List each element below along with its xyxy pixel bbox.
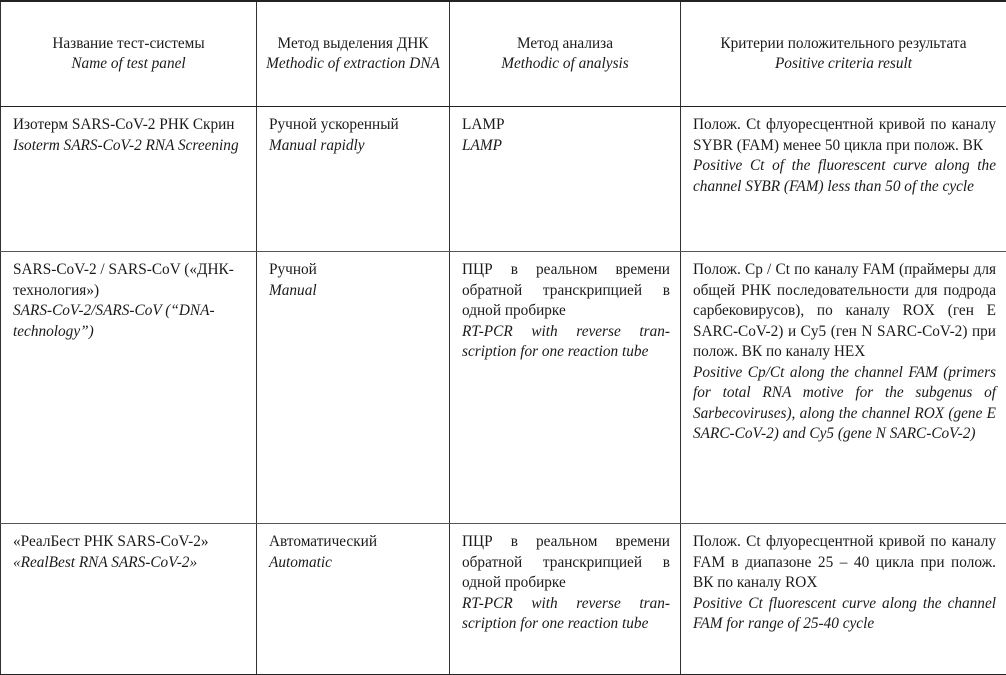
cell-analysis [450,524,681,675]
header-name-en: Name of test panel [9,54,248,75]
cell-extraction [257,252,450,524]
cell-criteria [681,524,1006,675]
table-row [1,252,1006,524]
cell-analysis-en: RT-PCR with reverse transcription for one reaction tube [462,594,670,635]
cell-analysis-ru: ПЦР в реальном времени обратной транскрипцией в одной пробирке [462,260,670,322]
header-extraction-ru: Метод выделения ДНК [265,34,441,55]
table-row [1,107,1006,252]
cell-name [1,107,257,252]
cell-extraction-en: Manual [269,281,439,302]
cell-name-en: «RealBest RNA SARS-CoV-2» [13,553,246,574]
cell-extraction [257,107,450,252]
cell-extraction [257,524,450,675]
header-name [1,1,257,107]
cell-criteria-en: Positive Cp/Ct along the channel FAM (primers for total RNA motive for the subgenus of Sarbecoviruses), along the channel ROX (gene E SARC-CoV-2) and Cy5 (gene N SARC-CoV-2) [693,363,996,445]
cell-criteria-ru: Полож. Ct флуоресцентной кривой по каналу SYBR (FAM) менее 50 цикла при полож. ВК [693,115,996,156]
header-analysis [450,1,681,107]
cell-analysis-ru: ПЦР в реальном времени обратной транскрипцией в одной пробирке [462,532,670,594]
cell-extraction-en: Manual rapidly [269,136,439,157]
cell-analysis-en: LAMP [462,136,670,157]
cell-extraction-en: Automatic [269,553,439,574]
cell-extraction-ru: Ручной [269,260,439,281]
cell-criteria-en: Positive Ct of the fluorescent curve along the channel SYBR (FAM) less than 50 of the cycle [693,156,996,197]
header-analysis-en: Methodic of analysis [458,54,672,75]
cell-analysis-en: RT-PCR with reverse transcription for one reaction tube [462,322,670,363]
cell-name [1,524,257,675]
cell-name [1,252,257,524]
cell-criteria [681,252,1006,524]
cell-extraction-ru: Ручной ускоренный [269,115,439,136]
cell-criteria [681,107,1006,252]
header-criteria [681,1,1006,107]
cell-criteria-en: Positive Ct fluorescent curve along the channel FAM for range of 25-40 cycle [693,594,996,635]
header-name-ru: Название тест-системы [9,34,248,55]
cell-name-ru: «РеалБест РНК SARS-CoV-2» [13,532,246,553]
table-row [1,524,1006,675]
header-criteria-ru: Критерии положительного результата [689,34,998,55]
cell-criteria-ru: Полож. Ct флуоресцентной кривой по каналу FAM в диапазоне 25 – 40 цикла при полож. ВК по каналу ROX [693,532,996,594]
cell-criteria-ru: Полож. Cp / Ct по каналу FAM (праймеры для общей РНК последовательности для подрода сарбековирусов), по каналу ROX (ген E SARC-CoV-2) и Cy5 (ген N SARC-CoV-2) при полож. ВК по каналу HEX [693,260,996,363]
header-extraction [257,1,450,107]
cell-name-ru: Изотерм SARS-CoV-2 РНК Скрин [13,115,246,136]
header-analysis-ru: Метод анализа [458,34,672,55]
cell-analysis [450,107,681,252]
cell-name-ru: SARS-CoV-2 / SARS-CoV («ДНК-технология») [13,260,246,301]
cell-extraction-ru: Автоматический [269,532,439,553]
table-header-row [1,1,1006,107]
cell-name-en: Isoterm SARS-CoV-2 RNA Screening [13,136,246,157]
cell-name-en: SARS-CoV-2/SARS-CoV (“DNA-technology”) [13,301,246,342]
cell-analysis [450,252,681,524]
cell-analysis-ru: LAMP [462,115,670,136]
header-criteria-en: Positive criteria result [689,54,998,75]
header-extraction-en: Methodic of extraction DNA [265,54,441,75]
